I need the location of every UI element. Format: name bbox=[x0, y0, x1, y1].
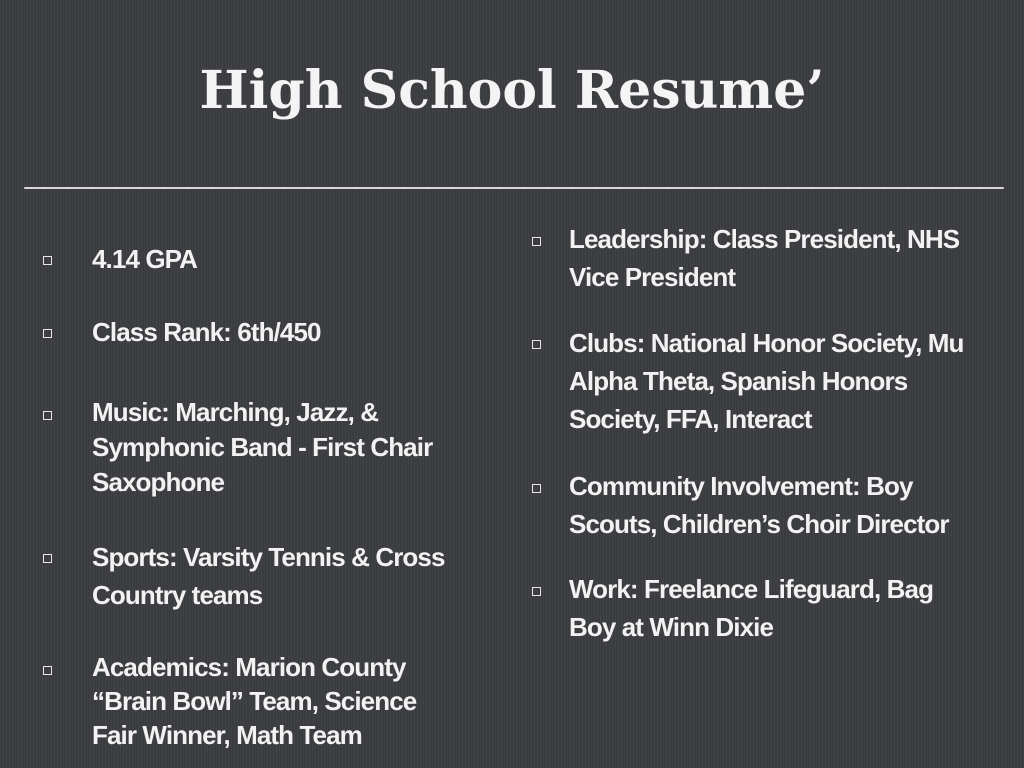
square-bullet-icon bbox=[43, 666, 52, 675]
title-divider bbox=[24, 187, 1004, 189]
list-item-text: Leadership: Class President, NHS Vice President bbox=[569, 224, 960, 292]
list-item-text: Music: Marching, Jazz, & Symphonic Band - First Chair Saxophone bbox=[92, 397, 433, 497]
square-bullet-icon bbox=[532, 587, 541, 596]
square-bullet-icon bbox=[43, 411, 52, 420]
list-item-text: Sports: Varsity Tennis & Cross Country teams bbox=[92, 542, 445, 610]
list-item-text: Community Involvement: Boy Scouts, Children’s Choir Director bbox=[569, 471, 949, 539]
list-item-text: Class Rank: 6th/450 bbox=[92, 317, 321, 347]
square-bullet-icon bbox=[43, 554, 52, 563]
list-item-text: 4.14 GPA bbox=[92, 244, 198, 274]
square-bullet-icon bbox=[43, 256, 52, 265]
list-item-text: Work: Freelance Lifeguard, Bag Boy at Winn Dixie bbox=[569, 574, 934, 642]
square-bullet-icon bbox=[532, 237, 541, 246]
list-item-text: Clubs: National Honor Society, Mu Alpha Theta, Spanish Honors Society, FFA, Interact bbox=[569, 328, 964, 434]
square-bullet-icon bbox=[532, 484, 541, 493]
slide-title: High School Resume’ bbox=[199, 60, 825, 121]
list-item-text: Academics: Marion County “Brain Bowl” Team, Science Fair Winner, Math Team bbox=[92, 652, 417, 750]
square-bullet-icon bbox=[43, 329, 52, 338]
square-bullet-icon bbox=[532, 340, 541, 349]
